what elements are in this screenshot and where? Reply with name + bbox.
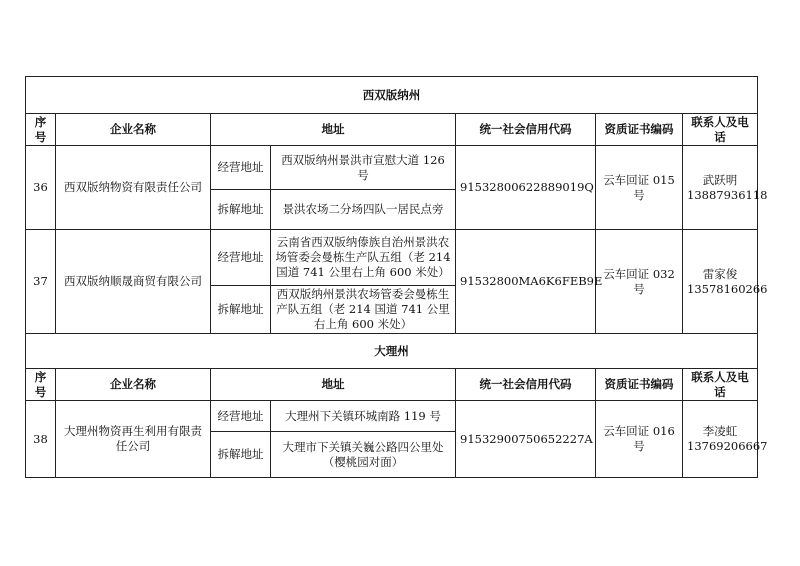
row-contact <box>683 401 768 478</box>
row-company: 西双版纳物资有限责任公司 <box>56 146 211 230</box>
region-title: 大理州 <box>26 334 758 369</box>
op-address-label: 经营地址 <box>211 146 271 190</box>
row-seq: 38 <box>26 401 56 478</box>
row-credit-code: 91532800622889019Q <box>456 146 596 230</box>
contact-name: 雷家俊 <box>702 266 738 281</box>
header-credit: 统一社会信用代码 <box>456 114 596 146</box>
region-row <box>26 334 758 369</box>
row-credit-code: 91532900750652227A <box>456 401 596 478</box>
row-cert-code: 云车回证 015 号 <box>596 146 683 230</box>
contact-name: 武跃明 <box>702 172 738 187</box>
contact-phone: 13769206667 <box>687 439 768 453</box>
row-seq: 36 <box>26 146 56 230</box>
row-company: 西双版纳顺晟商贸有限公司 <box>56 230 211 334</box>
header-row <box>26 369 758 401</box>
op-address: 云南省西双版纳傣族自治州景洪农场管委会曼栋生产队五组（老 214 国道 741 公里右上角 600 米处） <box>271 230 456 286</box>
contact-name: 李凌虹 <box>702 424 738 438</box>
header-cert: 资质证书编码 <box>596 369 683 401</box>
table-row <box>26 401 758 432</box>
enterprise-table <box>25 76 768 478</box>
header-contact: 联系人及电话 <box>683 114 758 146</box>
contact-phone: 13887936118 <box>687 187 768 202</box>
header-contact: 联系人及电话 <box>683 369 758 401</box>
op-address: 大理州下关镇环城南路 119 号 <box>271 401 456 432</box>
header-credit: 统一社会信用代码 <box>456 369 596 401</box>
table-row <box>26 230 758 286</box>
dis-address-label: 拆解地址 <box>211 286 271 334</box>
row-cert-code: 云车回证 032 号 <box>596 230 683 334</box>
header-cert: 资质证书编码 <box>596 114 683 146</box>
header-seq: 序号 <box>26 114 56 146</box>
dis-address: 西双版纳州景洪农场管委会曼栋生产队五组（老 214 国道 741 公里右上角 600 米处） <box>271 286 456 334</box>
header-address: 地址 <box>211 369 456 401</box>
row-cert-code: 云车回证 016 号 <box>596 401 683 478</box>
header-row <box>26 114 758 146</box>
op-address-label: 经营地址 <box>211 230 271 286</box>
header-address: 地址 <box>211 114 456 146</box>
row-contact <box>683 230 768 334</box>
dis-address: 景洪农场二分场四队一居民点旁 <box>271 190 456 230</box>
row-contact <box>683 146 768 230</box>
row-company: 大理州物资再生利用有限责任公司 <box>56 401 211 478</box>
op-address: 西双版纳州景洪市宣慰大道 126 号 <box>271 146 456 190</box>
header-seq: 序号 <box>26 369 56 401</box>
region-title: 西双版纳州 <box>26 77 758 114</box>
dis-address-label: 拆解地址 <box>211 190 271 230</box>
op-address-label: 经营地址 <box>211 401 271 432</box>
dis-address-label: 拆解地址 <box>211 432 271 478</box>
contact-phone: 13578160266 <box>687 281 768 296</box>
table-row <box>26 146 758 190</box>
dis-address: 大理市下关镇关巍公路四公里处（樱桃园对面） <box>271 432 456 478</box>
row-credit-code: 91532800MA6K6FEB9E <box>456 230 596 334</box>
header-company: 企业名称 <box>56 369 211 401</box>
region-row <box>26 77 758 114</box>
row-seq: 37 <box>26 230 56 334</box>
header-company: 企业名称 <box>56 114 211 146</box>
